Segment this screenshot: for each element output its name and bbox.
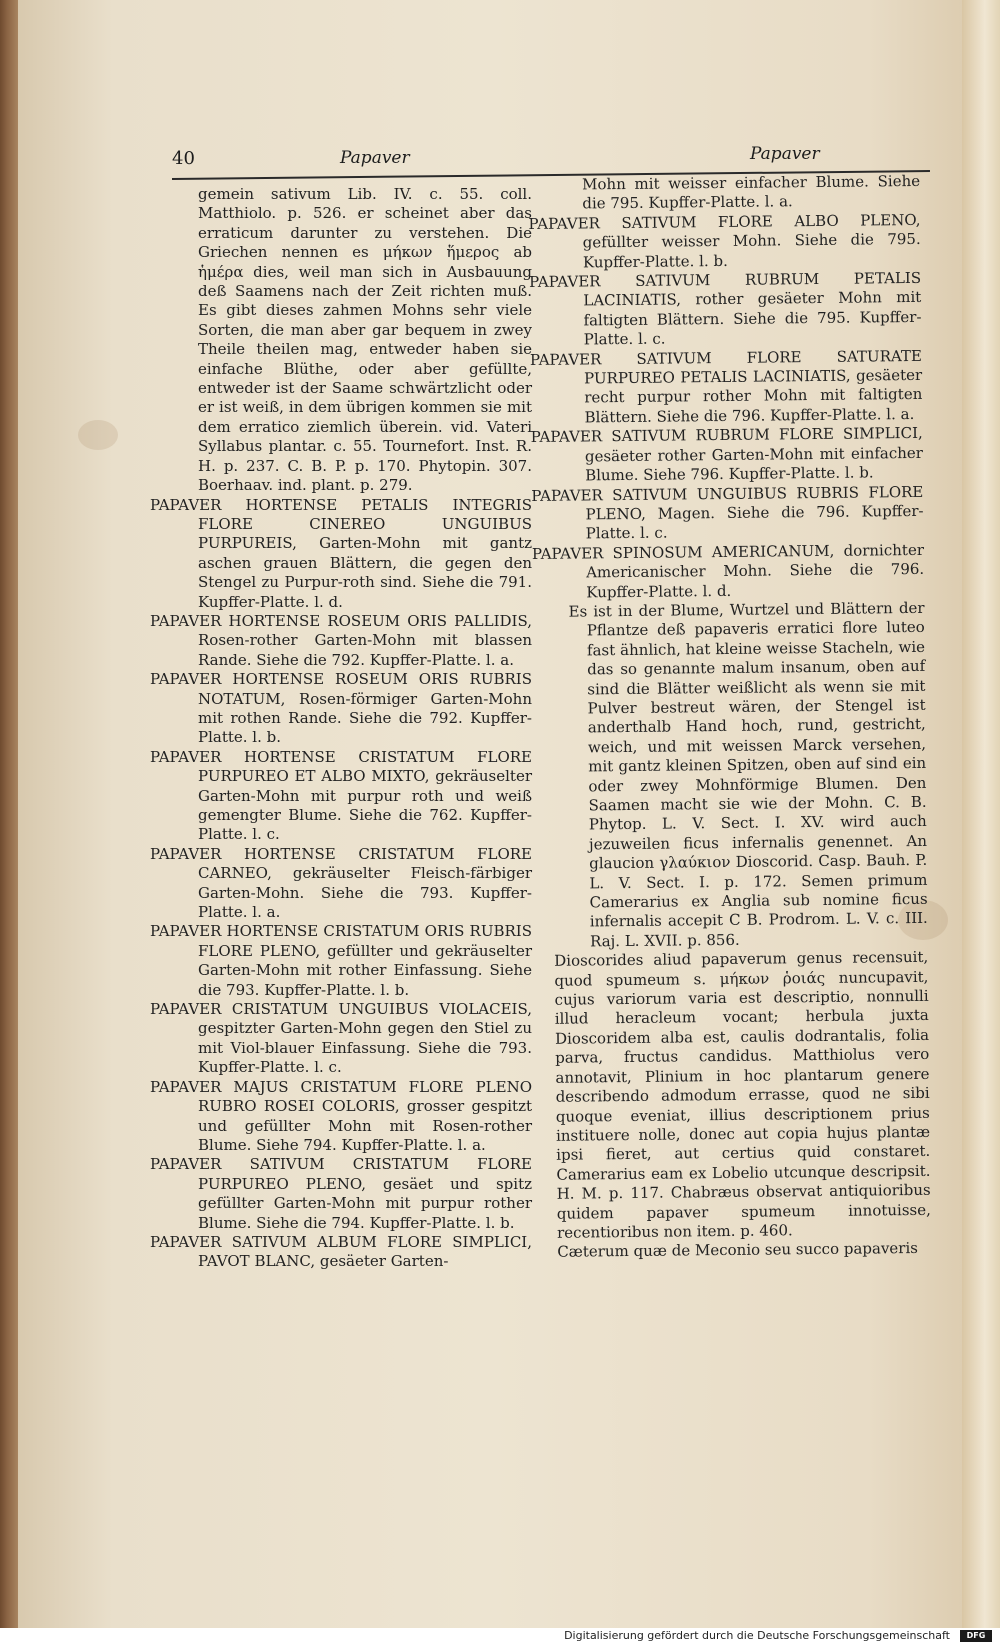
book-spine-edge bbox=[0, 0, 18, 1645]
left-column bbox=[150, 185, 532, 1272]
plant-entry: PAPAVER SATIVUM UNGUIBUS RUBRIS FLORE PLENO, Magen. Siehe die 796. Kupffer-Platte. l. c. bbox=[531, 482, 924, 543]
plant-entry: PAPAVER MAJUS CRISTATUM FLORE PLENO RUBRO ROSEI COLORIS, grosser gespitzt und gefüllter Mohn mit Rosen-rother Blume. Siehe 794. Kupffer-Platte. l. a. bbox=[150, 1077, 532, 1154]
plant-entry: PAPAVER SATIVUM ALBUM FLORE SIMPLICI, PAVOT BLANC, gesäeter Garten- bbox=[150, 1232, 532, 1271]
right-column bbox=[528, 172, 931, 1263]
text-paragraph: Mohn mit weisser einfacher Blume. Siehe die 795. Kupffer-Platte. l. a. bbox=[581, 171, 921, 213]
plant-entry: PAPAVER CRISTATUM UNGUIBUS VIOLACEIS, gespitzter Garten-Mohn gegen den Stiel zu mit Viol-blauer Einfassung. Siehe die 793. Kupffer-Platte. l. c. bbox=[150, 1000, 532, 1077]
page-edge-stack bbox=[962, 0, 1000, 1645]
footer-credit: Digitalisierung gefördert durch die Deutsche Forschungsgemeinschaft bbox=[564, 1629, 950, 1642]
plant-entry: PAPAVER HORTENSE ROSEUM ORIS RUBRIS NOTATUM, Rosen-förmiger Garten-Mohn mit rothen Rande. Siehe die 792. Kupffer-Platte. l. b. bbox=[150, 670, 532, 747]
digitization-footer bbox=[0, 1628, 1000, 1645]
plant-entry: PAPAVER HORTENSE ROSEUM ORIS PALLIDIS, Rosen-rother Garten-Mohn mit blassen Rande. Siehe die 792. Kupffer-Platte. l. a. bbox=[150, 611, 532, 669]
plant-entry: PAPAVER SATIVUM FLORE ALBO PLENO, gefüllter weisser Mohn. Siehe die 795. Kupffer-Platte. l. b. bbox=[528, 210, 921, 272]
plant-entry: PAPAVER SATIVUM RUBRUM FLORE SIMPLICI, gesäeter rother Garten-Mohn mit einfacher Blume. Siehe 796. Kupffer-Platte. l. b. bbox=[530, 424, 924, 485]
plant-entry: PAPAVER HORTENSE CRISTATUM FLORE CARNEO, gekräuselter Fleisch-färbiger Garten-Mohn. Siehe die 793. Kupffer-Platte. l. a. bbox=[150, 844, 532, 922]
plant-entry: PAPAVER SATIVUM CRISTATUM FLORE PURPUREO PLENO, gesäet und spitz gefüllter Garten-Mohn mit purpur rother Blume. Siehe die 794. Kupffer-Platte. l. b. bbox=[150, 1155, 532, 1232]
plant-entry: PAPAVER SPINOSUM AMERICANUM, dornichter Americanischer Mohn. Siehe die 796. Kupffer-Platte. l. d. bbox=[531, 540, 925, 601]
text-paragraph: Es ist in der Blume, Wurtzel und Blättern der Pflantze deß papaveris erratici flore luteo fast ähnlich, hat kleine weisse Stacheln, wie das so genannte malum insanum, oben auf sind die Blätter weißlicht als wenn sie mit Pulver bestreut wären, der Stengel ist anderthalb Hand hoch, rund, gestricht, weich, und mit weissen Marck versehen, mit gantz kleinen Spitzen, oben auf sind ein oder zwey Mohnförmige Blumen. Den Saamen macht sie wie der Mohn. C. B. Phytop. L. V. Sect. I. XV. wird auch jezuweilen ficus infernalis genennet. An glaucion γλαύκιον Dioscorid. Casp. Bauh. P. L. V. Sect. I. p. 172. Semen primum Camerarius ex Anglia sub nomine ficus infernalis accepit C B. Prodrom. L. V. c. III. Raj. L. XVII. p. 856. bbox=[568, 598, 928, 951]
plant-entry: PAPAVER SATIVUM FLORE SATURATE PURPUREO PETALIS LACINIATIS, gesäeter recht purpur rother Mohn mit faltigten Blättern. Siehe die 796. Kupffer-Platte. l. a. bbox=[529, 346, 923, 427]
plant-entry: PAPAVER HORTENSE CRISTATUM FLORE PURPUREO ET ALBO MIXTO, gekräuselter Garten-Mohn mit purpur roth und weiß gemengter Blume. Siehe die 762. Kupffer-Platte. l. c. bbox=[150, 747, 532, 844]
plant-entry: PAPAVER HORTENSE CRISTATUM ORIS RUBRIS FLORE PLENO, gefüllter und gekräuselter Garten-Mohn mit rother Einfassung. Siehe die 793. Kupffer-Platte. l. b. bbox=[150, 922, 532, 999]
paper-stain bbox=[78, 420, 118, 450]
running-title-left: Papaver bbox=[340, 148, 410, 168]
page-number: 40 bbox=[172, 148, 195, 169]
plant-entry: PAPAVER SATIVUM RUBRUM PETALIS LACINIATIS, rother gesäeter Mohn mit faltigten Blättern. Siehe die 795. Kupffer-Platte. l. c. bbox=[529, 268, 922, 349]
dfg-logo: DFG bbox=[960, 1630, 992, 1642]
running-title-right: Papaver bbox=[750, 144, 820, 164]
text-paragraph: gemein sativum Lib. IV. c. 55. coll. Matthiolo. p. 526. er scheinet aber das erraticum darunter zu verstehen. Die Griechen nennen es μήκων ἥμερος ab ἡμέρα dies, weil man sich in Ausbauung deß Saamens nach der Zeit richten muß. Es gibt dieses zahmen Mohns sehr viele Sorten, die man aber gar bequem in zwey Theile theilen mag, entweder haben sie einfache Blüthe, oder aber gefüllte, entweder ist der Saame schwärtzlicht oder er ist weiß, in dem übrigen kommen sie mit dem erratico ziemlich überein. vid. Vateri Syllabus plantar. c. 55. Tournefort. Inst. R. H. p. 237. C. B. P. p. 170. Phytopin. 307. Boerhaav. ind. plant. p. 279. bbox=[198, 185, 532, 495]
plant-entry: PAPAVER HORTENSE PETALIS INTEGRIS FLORE CINEREO UNGUIBUS PURPUREIS, Garten-Mohn mit gantz aschen grauen Blättern, die gegen den Stengel zu Purpur-roth sind. Siehe die 791. Kupffer-Platte. l. d. bbox=[150, 495, 532, 611]
text-paragraph: Cæterum quæ de Meconio seu succo papaveris bbox=[557, 1239, 919, 1262]
text-paragraph: Dioscorides aliud papaverum genus recensuit, quod spumeum s. μήκων ῥοιάς nuncupavit, cujus variorum varia est descriptio, nonnulli illud heracleum vocant; herbula juxta Dioscoridem alba est, caulis dodrantalis, folia parva, fructus candidus. Matthiolus vero annotavit, Plinium in hoc plantarum genere describendo admodum errasse, quod ne sibi quoque eveniat, illius descriptionem prius instituere nolle, donec aut copia hujus plantæ ipsi fieret, aut certius quid constaret. Camerarius eam ex Lobelio utcunque descripsit. H. M. p. 117. Chabræus observat antiquioribus quidem papaver spumeum innotuisse, recentioribus non item. p. 460. bbox=[554, 948, 931, 1242]
